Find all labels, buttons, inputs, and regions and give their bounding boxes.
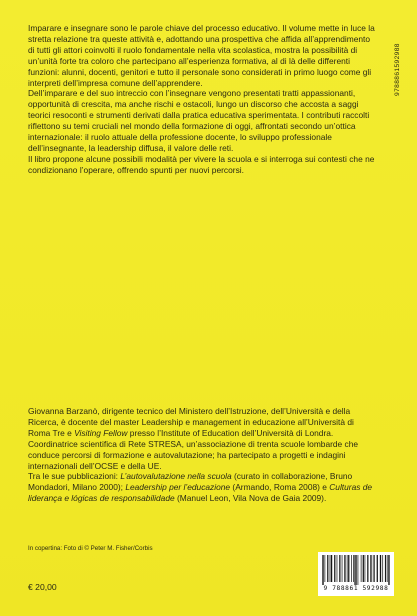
barcode-bar [389,555,390,585]
barcode-bar [356,555,357,585]
barcode-bars [322,555,390,585]
publication-title-3: Culturas de liderança e lógicas de responsabilidade [28,482,373,504]
barcode-bar [335,555,336,582]
bio-text-1: Giovanna Barzanò, dirigente tecnico del Ministero dell’Istruzione, dell’Università e della Ricerca, è docente del master Leadership e management in educazione all’Università di Roma Tre e [28,406,354,438]
barcode-bar [347,555,348,582]
barcode-bar [355,555,356,585]
barcode-bar [388,555,389,585]
barcode-bar [385,555,386,582]
barcode-bar [354,555,355,585]
cover-photo-credit: In copertina: Foto di © Peter M. Fisher/Corbis [28,545,153,552]
barcode-bar [380,555,381,582]
barcode-bar [323,555,324,585]
barcode-bar [358,555,359,585]
bio-text-2c: (Armando, Roma 2008) e [230,482,330,493]
bio-text-2a: Tra le sue pubblicazioni: [28,471,121,482]
barcode-bar [367,555,368,582]
barcode-bar [380,555,381,582]
barcode-bar [342,555,343,582]
description-paragraph-2: Dell’imparare e del suo intreccio con l’insegnare vengono presentati tratti appassionanti, opportunità di crescita, ma anche rischi e ostacoli, lungo un discorso che accosta a saggi teorici resoconti e strumenti derivati dalla pratica educativa sperimentata. I contributi raccolti riflettono su temi cruciali nel mondo della formazione di oggi, affrontati secondo un’ottica internazionale: il ruolo attuale della professione docente, lo sviluppo professionale dell’insegnante, la leadership diffusa, il valore delle reti. [28,88,370,153]
book-description [28,23,376,176]
barcode-bar [361,555,362,582]
barcode-bar [325,555,326,582]
barcode-bar [344,555,345,582]
barcode-bar [332,555,333,582]
barcode-bar [386,555,387,582]
bio-italic-role: Visiting Fellow [74,427,128,438]
publication-title-1: L’autovalutazione nella scuola [120,471,232,482]
barcode-bar [377,555,378,582]
barcode-bar [353,555,354,582]
barcode-bar [348,555,349,582]
author-bio [28,406,376,504]
barcode-bar [327,555,328,582]
barcode-bar [331,555,332,582]
barcode [318,552,394,596]
barcode-bar [334,555,335,582]
barcode-bar [363,555,364,582]
barcode-bar [365,555,366,582]
author-bio-paragraph-1 [28,406,376,471]
barcode-bar [387,555,388,582]
barcode-bar [322,555,323,585]
isbn-vertical-text: 9788861592988 [394,43,401,96]
barcode-bar [340,555,341,582]
barcode-bar [339,555,340,582]
barcode-bar [337,555,338,582]
barcode-bar [368,555,369,582]
barcode-bar [377,555,378,582]
barcode-bar [330,555,331,582]
publication-title-2: Leadership per l’educazione [125,482,231,493]
author-bio-paragraph-2 [28,471,376,504]
bio-text-2d: (Manuel Leon, Vila Nova de Gaia 2009). [174,493,327,504]
barcode-bar [349,555,350,582]
description-paragraph-3: Il libro propone alcune possibili modalità per vivere la scuola e si interroga sui contesti che ne condizionano l’operare, offrendo spunti per nuovi percorsi. [28,153,375,175]
barcode-digits: 9 788861 592988 [323,585,389,592]
barcode-bar [345,555,346,582]
description-paragraph-1: Imparare e insegnare sono le parole chiave del processo educativo. Il volume mette in luce la stretta relazione tra queste attività e, adottando una prospettiva che affida all’apprendimento di tutti gli attori coinvolti il ruolo fondamentale nella vita scolastica, mostra la possibilità di un’unità forte tra coloro che partecipano all’esperienza formativa, al di là delle differenti funzioni: alunni, docenti, genitori e tutto il personale sono considerati in primo luogo come gli interpreti dell’impresa comune dell’apprendere. [28,23,375,88]
barcode-bar [373,555,374,582]
bio-text-1-rest: presso l’Institute of Education dell’Università di Londra. Coordinatrice scientifica di Rete STRESA, un’associazione di trenta scuole lombarde che conduce percorsi di formazione e autovalutazione; ha partecipato a progetti e indagini internazionali dell’OCSE e della UE. [28,427,359,471]
barcode-bar [328,555,329,582]
barcode-bar [370,555,371,582]
barcode-bar [363,555,364,582]
bio-text-2b: (curato in collaborazione, Bruno Mondadori, Milano 2000); [28,471,353,493]
barcode-bar [351,555,352,582]
barcode-bar [382,555,383,582]
barcode-bar [374,555,375,582]
barcode-bar [371,555,372,582]
price-label: € 20,00 [28,582,57,592]
